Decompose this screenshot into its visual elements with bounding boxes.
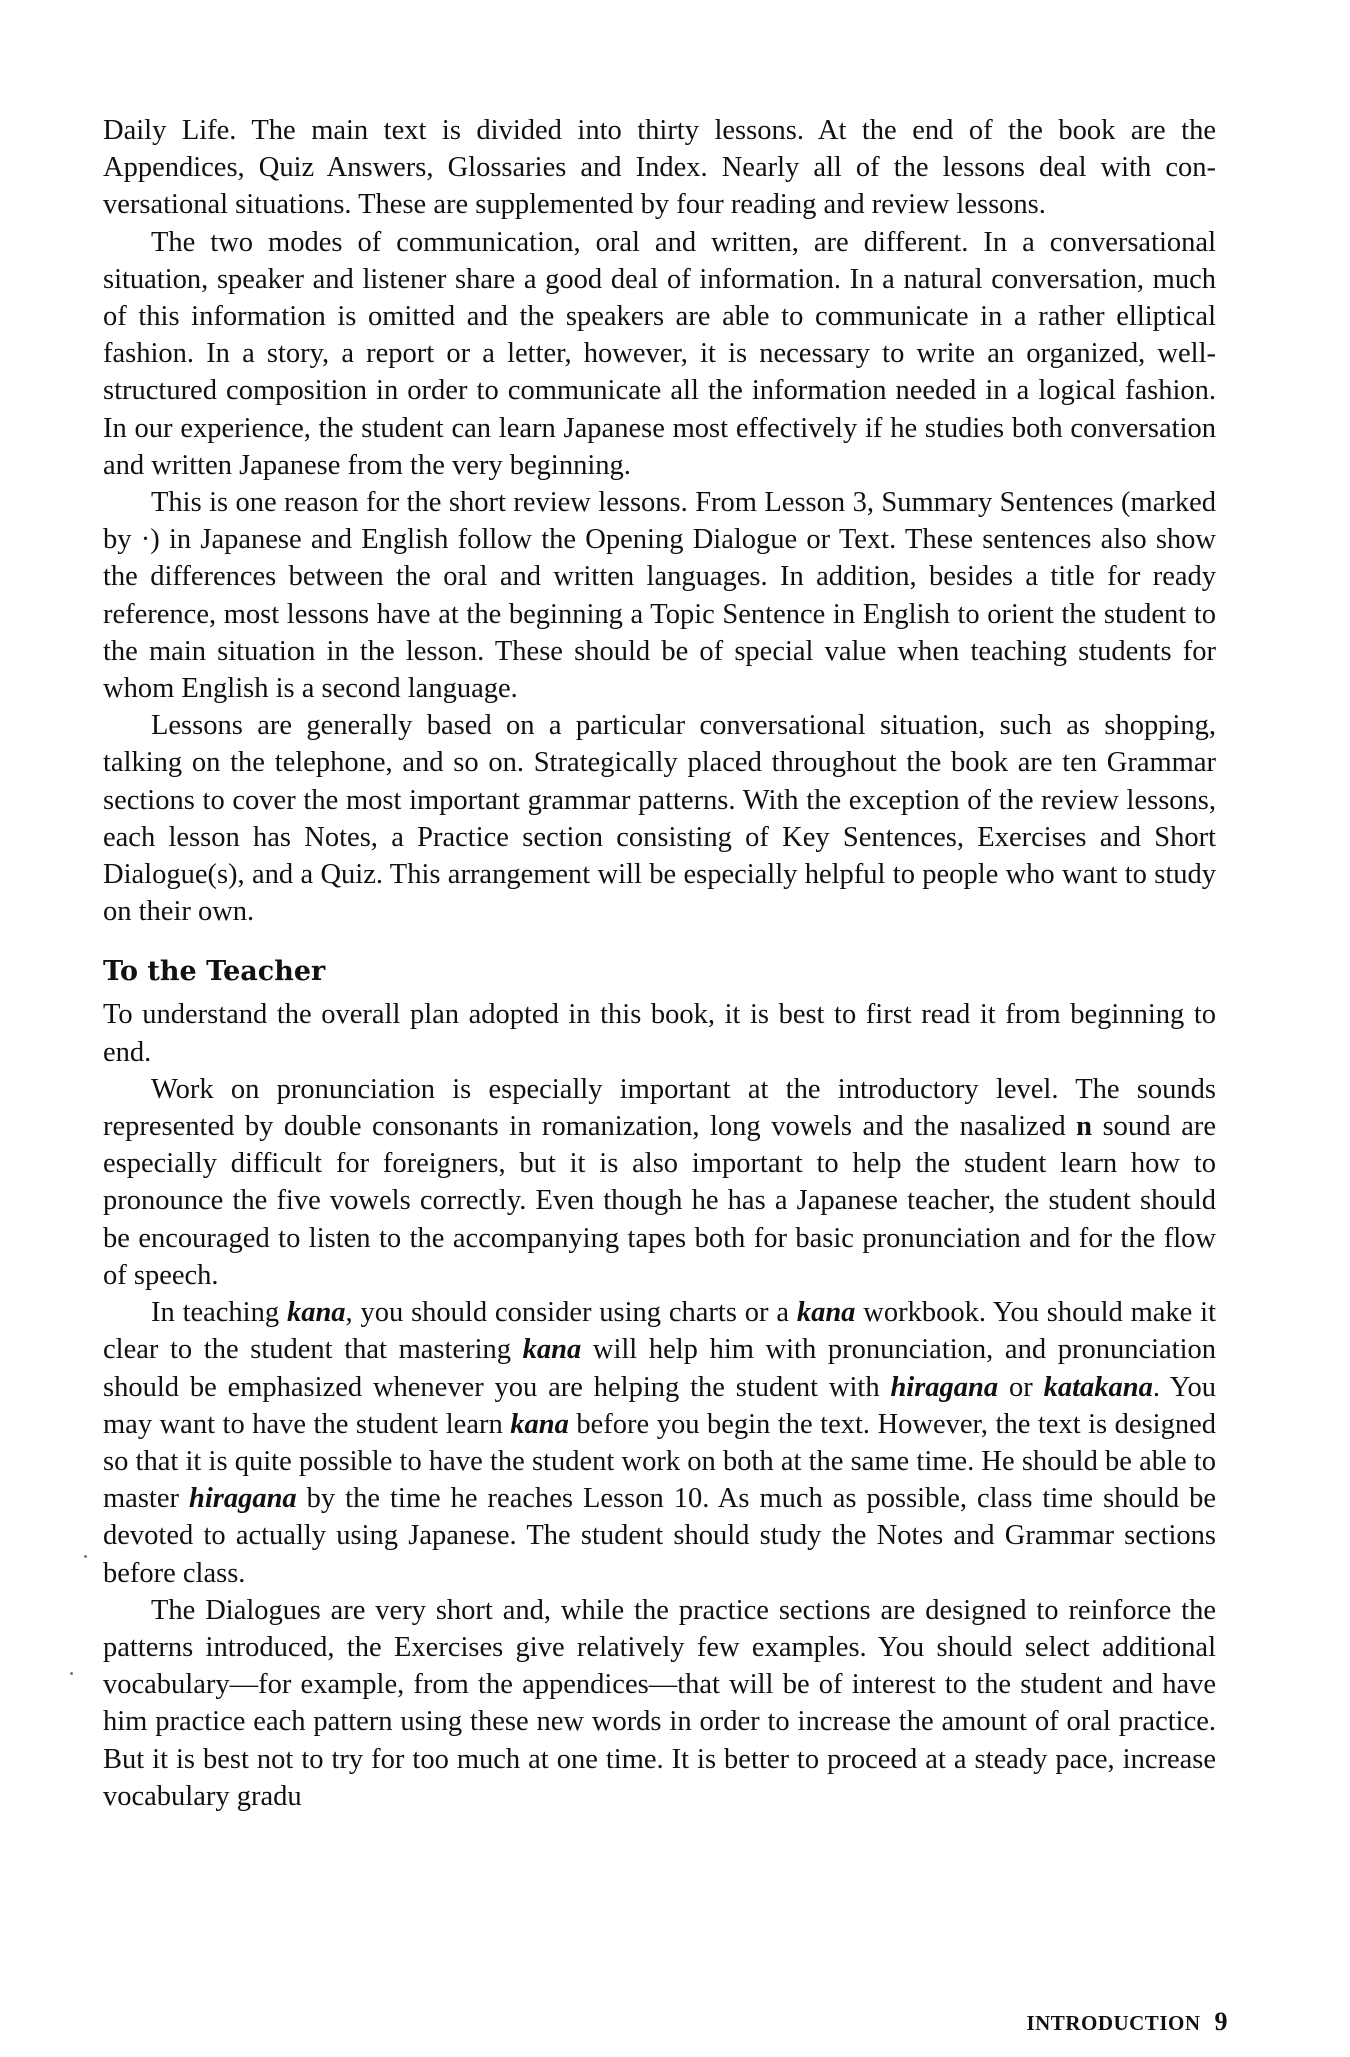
term-kana: kana xyxy=(796,1297,856,1329)
speck-mark xyxy=(84,1555,87,1558)
term-hiragana: hiragana xyxy=(890,1371,999,1403)
body-text xyxy=(103,112,1216,1815)
term-kana: kana xyxy=(510,1408,569,1440)
paragraph-pronunciation xyxy=(103,1071,1216,1294)
section-heading: To the Teacher xyxy=(103,956,326,988)
term-hiragana: hiragana xyxy=(188,1483,297,1515)
speck-mark xyxy=(70,1672,73,1675)
paragraph-teaching-kana xyxy=(103,1294,1216,1592)
paragraph-modes-of-communication: The two modes of communication, oral and written, are different. In a conversational situation, speaker and listener share a good deal of information. In a natural conversation, much of this information is omitted and the speakers are able to communicate in a rather elliptical fashion. In a story, a report or a letter, however, it is necessary to write an organized, well-structured composition in order to communicate all the information needed in a logical fashion. In our experience, the student can learn Japanese most effectively if he studies both conversation and written Japanese from the very beginning. xyxy=(103,226,1216,481)
page-number: 9 xyxy=(1214,2007,1228,2036)
text-run: Work on pronunciation is especially important at the introductory level. The sounds represented by double consonants in romanization, long vowels and the nasalized xyxy=(103,1073,1216,1143)
text-run: In teaching xyxy=(151,1297,287,1329)
n-sound-letter: n xyxy=(1076,1111,1093,1143)
text-run: before you begin the text. However, the text is designed so that it is quite possible to have the student work on both at the same time. He should be able to master xyxy=(103,1408,1216,1515)
text-run: sound are especially difficult for foreigners, but it is also important to help the student learn how to pronounce the five vowels correctly. Even though he has a Japanese teacher, the student should be encouraged to listen to the accompanying tapes both for basic pronunciation and for the flow of speech. xyxy=(103,1111,1216,1291)
paragraph-lesson-structure: Lessons are generally based on a particular conversational situation, such as shopping, talking on the telephone, and so on. Strategically placed throughout the book are ten Grammar sections to cover the most important grammar patterns. With the exception of the review lessons, each lesson has Notes, a Practice section consisting of Key Sentences, Exercises and Short Dialogue(s), and a Quiz. This arrangement will be especially helpful to people who want to study on their own. xyxy=(103,710,1216,928)
running-footer-label: INTRODUCTION xyxy=(1026,2011,1201,2035)
paragraph-intro-1: Daily Life. The main text is divided into thirty lessons. At the end of the book are the Appendices, Quiz Answers, Glossaries and Index. Nearly all of the lessons deal with conversational situations. These are supplemented by four reading and review lessons. xyxy=(103,115,1216,221)
paragraph-review-lessons: This is one reason for the short review lessons. From Lesson 3, Summary Sentences (marked by ·) in Japanese and English follow the Opening Dialogue or Text. These sentences also show the differences between the oral and written languages. In addition, besides a title for ready reference, most lessons have at the beginning a Topic Sentence in English to orient the student to the main situation in the lesson. These should be of special value when teaching students for whom English is a second language. xyxy=(103,487,1216,705)
term-kana: kana xyxy=(286,1297,346,1329)
text-run: , you should consider using charts or a xyxy=(345,1297,797,1329)
text-run: . You may want to have the student learn xyxy=(103,1371,1216,1440)
paragraph-overall-plan: To understand the overall plan adopted in this book, it is best to first read it from beginning to end. xyxy=(103,999,1216,1068)
term-kana: kana xyxy=(522,1334,582,1366)
text-run: by the time he reaches Lesson 10. As much as possible, class time should be devoted to actually using Japanese. The student should study the Notes and Grammar sections before class. xyxy=(103,1483,1216,1589)
term-katakana: katakana xyxy=(1043,1371,1153,1403)
text-run: or xyxy=(998,1371,1044,1403)
paragraph-dialogues: The Dialogues are very short and, while the practice sections are designed to reinforce the patterns introduced, the Exercises give relatively few examples. You should select additional vocabulary—for example, from the appendices—that will be of interest to the student and have him practice each pattern using these new words in order to increase the amount of oral practice. But it is best not to try for too much at one time. It is better to proceed at a steady pace, increase vocabulary gradu xyxy=(103,1594,1216,1812)
text-run: workbook. You should make it clear to the student that mastering xyxy=(103,1297,1216,1366)
running-footer xyxy=(1026,2007,1228,2037)
text-run: will help him with pronunciation, and pronunciation should be emphasized whenever you are helping the student with xyxy=(103,1334,1216,1403)
